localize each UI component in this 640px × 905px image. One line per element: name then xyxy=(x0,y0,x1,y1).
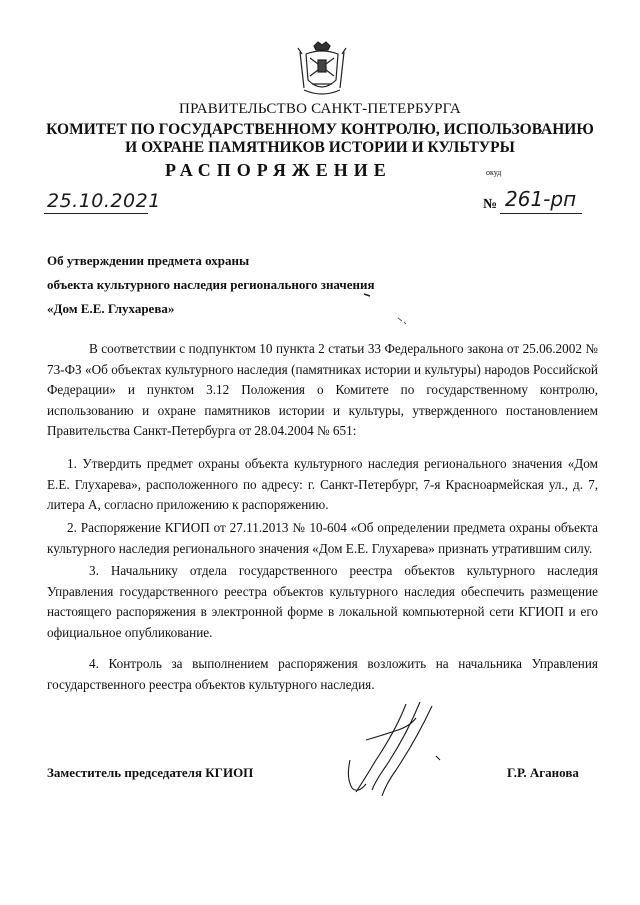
okud-label: окуд xyxy=(486,168,502,177)
subject-line-3: «Дом Е.Е. Глухарева» xyxy=(47,301,175,316)
document-subject xyxy=(47,249,375,321)
date-underline xyxy=(44,213,148,214)
committee-line-1: КОМИТЕТ ПО ГОСУДАРСТВЕННОМУ КОНТРОЛЮ, ИСПОЛЬЗОВАНИЮ xyxy=(46,121,594,138)
item-3-paragraph: 3. Начальнику отдела государственного реестра объектов культурного наследия Управления государственного реестра объектов культурного наследия обеспечить размещение настоящего распоряжения в электронной форме в локальной компьютерной сети КГИОП и его официальное опубликование. xyxy=(47,563,598,640)
signatory-title: Заместитель председателя КГИОП xyxy=(47,765,254,780)
item-1-paragraph: 1. Утвердить предмет охраны объекта культурного наследия регионального значения «Дом Е.Е. Глухарева», расположенного по адресу: г. Санкт-Петербург, 7-я Красноармейская ул., д. 7, литера А, согласно приложению к распоряжению. xyxy=(47,456,598,512)
scan-specks xyxy=(360,290,420,330)
handwritten-signature xyxy=(336,700,446,800)
coat-of-arms-icon xyxy=(296,40,348,100)
subject-line-1: Об утверждении предмета охраны xyxy=(47,253,250,268)
item-2-paragraph: 2. Распоряжение КГИОП от 27.11.2013 № 10-604 «Об определении предмета охраны объекта культурного наследия регионального значения «Дом Е.Е. Глухарева» признать утратившим силу. xyxy=(47,520,598,556)
document-number: 261-рп xyxy=(505,187,577,211)
document-date: 25.10.2021 xyxy=(47,190,161,212)
government-name: ПРАВИТЕЛЬСТВО САНКТ-ПЕТЕРБУРГА xyxy=(179,101,461,117)
signatory-name: Г.Р. Аганова xyxy=(507,765,579,780)
subject-line-2: объекта культурного наследия регионального значения xyxy=(47,277,375,292)
preamble-paragraph: В соответствии с подпунктом 10 пункта 2 статьи 33 Федерального закона от 25.06.2002 № 73-ФЗ «Об объектах культурного наследия (памятниках истории и культуры) народов Российской Федерации» и пунктом 3.12 Положения о Комитете по государственному контролю, использованию и охране памятников истории и культуры, утвержденного постановлением Правительства Санкт-Петербурга от 28.04.2004 № 651: xyxy=(47,341,598,438)
number-sign: № xyxy=(483,197,498,212)
number-underline xyxy=(500,213,582,214)
item-4-paragraph: 4. Контроль за выполнением распоряжения возложить на начальника Управления государственного реестра объектов культурного наследия. xyxy=(47,656,598,692)
committee-name xyxy=(0,121,640,157)
committee-line-2: И ОХРАНЕ ПАМЯТНИКОВ ИСТОРИИ И КУЛЬТУРЫ xyxy=(125,139,515,156)
document-type: РАСПОРЯЖЕНИЕ xyxy=(165,160,392,180)
